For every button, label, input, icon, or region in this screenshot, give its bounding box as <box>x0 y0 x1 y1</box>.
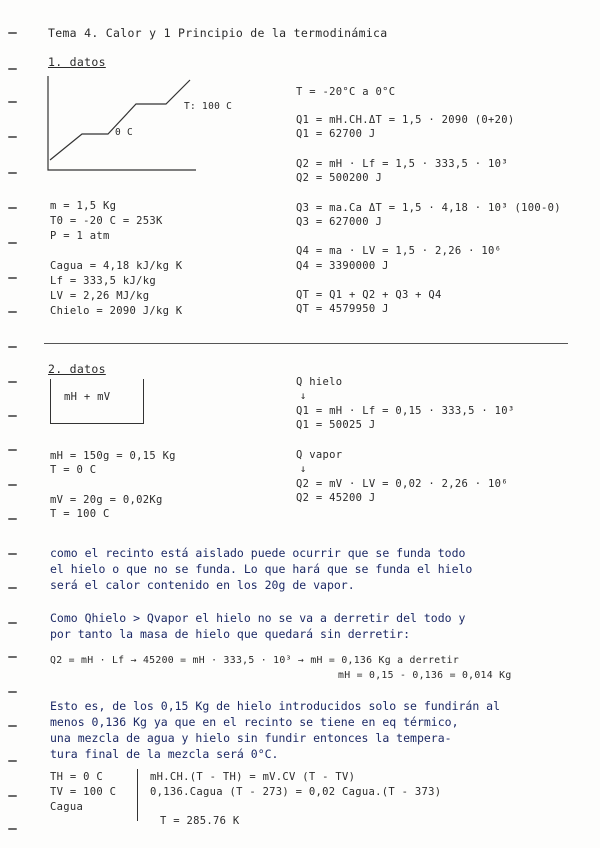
data-item: Cagua <box>50 801 84 813</box>
calc-line: Q2 = 45200 J <box>296 492 376 504</box>
margin-mark <box>8 172 17 174</box>
calc-line: Q vapor <box>296 449 343 461</box>
arrow-icon: ↓ <box>300 463 307 475</box>
margin-mark <box>8 725 17 727</box>
heating-curve <box>50 80 190 160</box>
calc-line: Q1 = mH.CH.ΔT = 1,5 · 2090 (0+20) <box>296 114 515 126</box>
calc-line: Q2 = 500200 J <box>296 172 383 184</box>
margin-mark <box>8 32 17 34</box>
margin-mark <box>8 381 17 383</box>
margin-mark <box>8 311 17 313</box>
constant-item: LV = 2,26 MJ/kg <box>50 290 150 302</box>
margin-mark <box>8 760 17 762</box>
calc-line: Q1 = 62700 J <box>296 128 376 140</box>
margin-mark <box>8 68 17 70</box>
data-item: TH = 0 C <box>50 771 103 783</box>
data-item: P = 1 atm <box>50 230 110 242</box>
equation-line: Q2 = mH · Lf → 45200 = mH · 333,5 · 10³ → mH = 0,136 Kg a derretir <box>50 655 460 666</box>
margin-mark <box>8 828 17 830</box>
box-label: mH + mV <box>64 391 111 403</box>
separator-line <box>137 769 138 821</box>
calc-line: Q3 = 627000 J <box>296 216 383 228</box>
calc-line: QT = 4579950 J <box>296 303 389 315</box>
calc-line: Q2 = mH · Lf = 1,5 · 333,5 · 10³ <box>296 158 508 170</box>
calc-line: Q4 = ma · LV = 1,5 · 2,26 · 10⁶ <box>296 245 502 257</box>
calc-line: Q2 = mV · LV = 0,02 · 2,26 · 10⁶ <box>296 478 508 490</box>
margin-mark <box>8 101 17 103</box>
constant-item: Lf = 333,5 kJ/kg <box>50 275 156 287</box>
margin-mark <box>8 795 17 797</box>
calc-line: Q1 = mH · Lf = 0,15 · 333,5 · 10³ <box>296 405 515 417</box>
paragraph-1: como el recinto está aislado puede ocurrir que se funda todo el hielo o que no se funda. Lo que hará que se funda el hielo será el calor contenido en los 20g de vapor. <box>50 546 473 592</box>
data-item: TV = 100 C <box>50 786 117 798</box>
page-title: Tema 4. Calor y 1 Principio de la termodinámica <box>48 26 388 40</box>
margin-mark <box>8 518 17 520</box>
margin-mark <box>8 136 17 138</box>
equation-line: mH = 0,15 - 0,136 = 0,014 Kg <box>338 670 512 681</box>
data-item: mV = 20g = 0,02Kg <box>50 494 163 506</box>
margin-mark <box>8 691 17 693</box>
data-item: T0 = -20 C = 253K <box>50 215 163 227</box>
calc-line: 0,136.Cagua (T - 273) = 0,02 Cagua.(T - 373) <box>150 786 442 798</box>
paragraph-3: Esto es, de los 0,15 Kg de hielo introducidos solo se fundirán al menos 0,136 Kg ya que en el recinto se tiene en eq térmico, una mezcla de agua y hielo sin fundir entonces la tempera- tura final de la mezcla será 0°C. <box>50 699 501 761</box>
calc-line: T = 285.76 K <box>160 815 240 827</box>
section2-heading: 2. datos <box>48 362 106 376</box>
margin-mark <box>8 449 17 451</box>
margin-mark <box>8 484 17 486</box>
margin-mark <box>8 656 17 658</box>
margin-mark <box>8 622 17 624</box>
paragraph-2: Como Qhielo > Qvapor el hielo no se va a derretir del todo y por tanto la masa de hielo que quedará sin derretir: <box>50 611 466 641</box>
constant-item: Chielo = 2090 J/kg K <box>50 305 183 317</box>
section1-heading: 1. datos <box>48 55 106 69</box>
margin-mark <box>8 207 17 209</box>
calc-line: Q1 = 50025 J <box>296 419 376 431</box>
data-item: T = 100 C <box>50 508 110 520</box>
graph-axes <box>48 76 196 170</box>
graph-label-mid: 0 C <box>115 127 134 138</box>
margin-mark <box>8 553 17 555</box>
data-item: T = 0 C <box>50 464 97 476</box>
section-divider <box>44 343 568 344</box>
arrow-icon: ↓ <box>300 390 307 402</box>
constant-item: Cagua = 4,18 kJ/kg K <box>50 260 183 272</box>
margin-mark <box>8 242 17 244</box>
margin-mark <box>8 346 17 348</box>
margin-mark <box>8 277 17 279</box>
calc-line: mH.CH.(T - TH) = mV.CV (T - TV) <box>150 771 356 783</box>
margin-mark <box>8 415 17 417</box>
calc-line: Q hielo <box>296 376 343 388</box>
heating-curve-graph <box>44 74 244 174</box>
graph-label-top: T: 100 C <box>184 101 233 112</box>
calc-line: Q4 = 3390000 J <box>296 260 389 272</box>
calc-line: T = -20°C a 0°C <box>296 86 396 98</box>
calc-line: QT = Q1 + Q2 + Q3 + Q4 <box>296 289 442 301</box>
calc-line: Q3 = ma.Ca ΔT = 1,5 · 4,18 · 10³ (100-0) <box>296 202 561 214</box>
data-item: mH = 150g = 0,15 Kg <box>50 450 176 462</box>
data-item: m = 1,5 Kg <box>50 200 117 212</box>
margin-mark <box>8 587 17 589</box>
